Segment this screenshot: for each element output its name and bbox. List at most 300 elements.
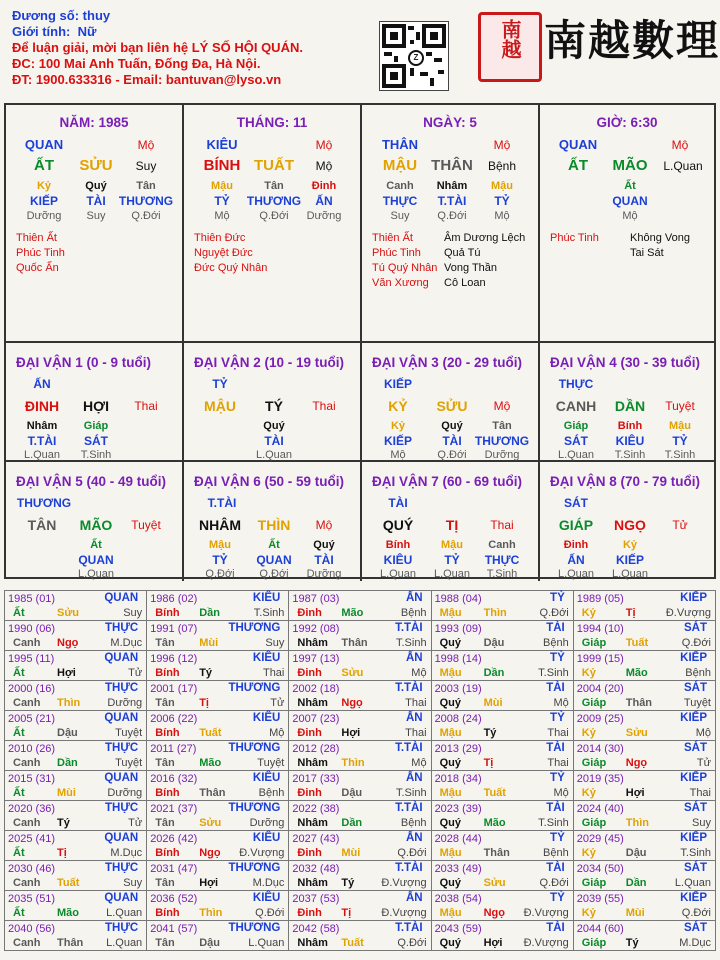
pillar-branch-state: Mộ: [315, 159, 333, 173]
hidden-stem: Giáp: [83, 420, 109, 432]
hidden-stem: Bính: [385, 539, 411, 551]
year-cell-content: [5, 831, 146, 860]
dai-van-cell: [540, 462, 714, 581]
year-ten-god: THƯƠNG: [228, 802, 281, 814]
hidden-ten-god: TỶ: [444, 553, 460, 567]
year-cell-content: [289, 861, 430, 890]
year-branch: Ngọ: [625, 757, 648, 769]
year-ten-god: KIẾP: [680, 772, 707, 784]
dai-van-branch: HỢI: [83, 398, 109, 414]
year-cell: [289, 621, 431, 651]
year-cell: [5, 711, 147, 741]
hidden-state: Q.Đới: [259, 568, 289, 580]
year-cell-content: [147, 591, 288, 620]
year-label: 2034 (50): [576, 863, 624, 875]
year-branch: Tý: [483, 727, 497, 739]
hidden-ten-god: TÀI: [442, 434, 462, 448]
year-stem: Giáp: [581, 937, 607, 949]
hidden-ten-god: TỶ: [494, 194, 510, 208]
star-left: Thiên Ất: [16, 232, 57, 244]
year-label: 2014 (30): [576, 743, 624, 755]
year-ten-god: KIẾP: [680, 712, 707, 724]
year-ten-god: ẤN: [405, 772, 423, 784]
year-branch: Sửu: [625, 727, 648, 739]
year-label: 2027 (43): [292, 833, 340, 845]
year-state: M.Dục: [110, 847, 143, 859]
dai-van-branch: NGỌ: [614, 517, 646, 533]
year-ten-god: ẤN: [405, 832, 423, 844]
hidden-state: Dưỡng: [306, 568, 342, 580]
year-state: Bệnh: [543, 847, 569, 859]
year-label: 2018 (34): [434, 773, 482, 785]
year-label: 2032 (48): [292, 863, 340, 875]
year-ten-god: KIÊU: [252, 592, 281, 604]
year-branch: Ngọ: [483, 907, 505, 919]
year-cell: [147, 861, 289, 891]
hidden-ten-god: KIẾP: [615, 553, 645, 567]
year-label: 2035 (51): [8, 893, 56, 905]
year-state: Q.Đới: [397, 847, 427, 859]
year-ten-god: TÀI: [546, 802, 565, 814]
dai-van-title: ĐẠI VẬN 4 (30 - 39 tuổi): [550, 355, 701, 370]
hidden-state: L.Quan: [433, 568, 471, 580]
year-cell-content: [432, 591, 573, 620]
year-label: 2000 (16): [8, 683, 56, 695]
year-label: 2005 (21): [8, 713, 56, 725]
year-branch: Tý: [199, 667, 213, 679]
year-ten-god: ẤN: [405, 712, 423, 724]
year-stem: Bính: [155, 727, 180, 739]
year-cell-content: [432, 861, 573, 890]
brand-logo: 南越數理: [544, 16, 720, 65]
header-info: [12, 8, 303, 88]
year-cell: [5, 861, 147, 891]
hidden-stem: Tân: [264, 180, 284, 192]
hidden-state: Suy: [86, 210, 106, 222]
year-stem: Canh: [13, 877, 41, 889]
year-stem: Mậu: [439, 847, 462, 859]
year-cell: [431, 891, 573, 921]
year-ten-god: TỶ: [550, 772, 565, 784]
year-state: Tuyệt: [683, 697, 711, 709]
year-cell-content: [289, 801, 430, 830]
year-state: T.Sinh: [253, 607, 285, 619]
year-ten-god: SÁT: [684, 922, 707, 934]
year-ten-god: THỰC: [105, 862, 139, 874]
hidden-stem: Đinh: [563, 539, 589, 551]
year-stem: Đinh: [297, 907, 322, 919]
year-state: Suy: [265, 637, 285, 649]
hidden-state: L.Quan: [255, 449, 293, 461]
year-branch: Hợi: [341, 727, 361, 739]
year-stem: Bính: [155, 847, 180, 859]
hidden-state: L.Quan: [379, 568, 417, 580]
year-cell: [431, 681, 573, 711]
dai-van-ten-god: THƯƠNG: [16, 496, 72, 510]
year-cell-content: [147, 891, 288, 920]
hidden-ten-god: QUAN: [78, 553, 114, 567]
hidden-stem: Giáp: [563, 420, 589, 432]
year-state: Tử: [696, 757, 711, 769]
pillar-cell: [184, 105, 362, 343]
year-cell: [5, 591, 147, 621]
dai-van-cell: [540, 343, 714, 462]
year-cell: [573, 711, 715, 741]
year-label: 1998 (14): [434, 653, 482, 665]
year-label: 1989 (05): [576, 593, 624, 605]
year-branch: Tuất: [341, 937, 364, 949]
year-cell-content: [5, 591, 146, 620]
year-branch: Thân: [625, 697, 653, 709]
hidden-stem: Tân: [492, 420, 512, 432]
pillar-state: Mộ: [493, 138, 511, 152]
year-branch: Ngọ: [199, 847, 221, 859]
year-stem: Nhâm: [297, 637, 328, 649]
year-stem: Kỷ: [581, 607, 596, 619]
year-state: Tuyệt: [257, 757, 285, 769]
year-cell: [289, 741, 431, 771]
dai-van-stem: QUÝ: [382, 517, 414, 533]
year-cell-content: [432, 681, 573, 710]
table-row: [5, 801, 716, 831]
year-stem: Nhâm: [297, 757, 328, 769]
qr-module: [410, 68, 414, 76]
hidden-stem: Ất: [90, 539, 102, 551]
year-state: M.Dục: [110, 637, 143, 649]
year-ten-god: SÁT: [684, 862, 707, 874]
year-state: Thai: [262, 667, 285, 679]
year-stem: Đinh: [297, 727, 322, 739]
year-branch: Tuất: [199, 727, 222, 739]
year-label: 2028 (44): [434, 833, 482, 845]
year-cell: [289, 711, 431, 741]
year-branch: Hợi: [199, 877, 219, 889]
dai-van-stem: ĐINH: [24, 398, 60, 414]
year-branch: Mão: [57, 907, 79, 919]
year-label: 2025 (41): [8, 833, 56, 845]
year-ten-god: T.TÀI: [395, 802, 423, 814]
star-left: Thiên Đức: [194, 232, 246, 244]
dai-van-stem: CANH: [555, 398, 597, 414]
gender-value: Nữ: [77, 24, 97, 39]
hidden-stem: Mậu: [669, 420, 691, 432]
year-ten-god: THỰC: [105, 922, 139, 934]
year-stem: Giáp: [581, 697, 607, 709]
year-branch: Ngọ: [57, 637, 79, 649]
year-cell: [573, 591, 715, 621]
year-stem: Canh: [13, 637, 41, 649]
year-ten-god: T.TÀI: [395, 862, 423, 874]
year-cell: [289, 681, 431, 711]
year-state: Mộ: [269, 727, 285, 739]
year-state: Suy: [123, 607, 143, 619]
year-state: Đ.Vượng: [665, 607, 711, 619]
dai-van-branch: MÃO: [79, 517, 113, 533]
year-stem: Quý: [439, 697, 461, 709]
year-cell-content: [574, 831, 715, 860]
year-branch: Thìn: [341, 757, 365, 769]
year-state: Tử: [270, 697, 285, 709]
dai-van-cell: [6, 343, 184, 462]
year-branch: Thìn: [625, 817, 649, 829]
year-cell: [573, 831, 715, 861]
year-label: 2007 (23): [292, 713, 340, 725]
year-cell-content: [289, 831, 430, 860]
year-label: 1992 (08): [292, 623, 340, 635]
phone-line: ĐT: 1900.633316 - Email: bantuvan@lyso.vn: [12, 72, 282, 87]
year-state: T.Sinh: [395, 637, 427, 649]
year-state: Thai: [405, 727, 427, 739]
dai-van-ten-god: THỰC: [558, 377, 594, 391]
dai-van-ten-god: TỶ: [212, 377, 228, 391]
year-branch: Tị: [199, 697, 209, 709]
year-ten-god: THƯƠNG: [228, 862, 281, 874]
year-state: Bệnh: [258, 787, 285, 799]
chart-grid: [4, 103, 716, 579]
hidden-state: Q.Đới: [259, 210, 289, 222]
star-left: Phúc Tinh: [550, 232, 599, 244]
year-cell: [573, 771, 715, 801]
year-cell: [573, 861, 715, 891]
year-stem: Tân: [155, 937, 175, 949]
year-cell: [147, 771, 289, 801]
year-ten-god: KIÊU: [252, 832, 281, 844]
year-ten-god: T.TÀI: [395, 922, 423, 934]
year-label: 2006 (22): [150, 713, 198, 725]
year-ten-god: THƯƠNG: [228, 622, 281, 634]
year-cell: [573, 921, 715, 951]
dai-van-state: Tuyệt: [131, 518, 161, 532]
year-label: 1985 (01): [8, 593, 56, 605]
year-stem: Ất: [13, 847, 25, 859]
year-branch: Thân: [483, 847, 510, 859]
year-cell-content: [147, 831, 288, 860]
year-cell-content: [289, 621, 430, 650]
year-stem: Đinh: [297, 607, 322, 619]
year-label: 1991 (07): [150, 623, 198, 635]
year-label: 1999 (15): [576, 653, 624, 665]
year-ten-god: T.TÀI: [395, 682, 423, 694]
year-cell-content: [289, 741, 430, 770]
year-cell-content: [574, 591, 715, 620]
hidden-stem: Tân: [136, 180, 156, 192]
year-cell-content: [574, 801, 715, 830]
hidden-state: Dưỡng: [306, 210, 342, 222]
year-cell: [147, 831, 289, 861]
hidden-ten-god: QUAN: [256, 553, 292, 567]
year-branch: Dậu: [625, 847, 647, 859]
year-ten-god: KIÊU: [252, 892, 281, 904]
hidden-ten-god: KIÊU: [383, 553, 413, 567]
owner-label: Đương số:: [12, 8, 80, 23]
year-branch: Thân: [199, 787, 226, 799]
hidden-stem: Mậu: [441, 539, 463, 551]
year-stem: Canh: [13, 697, 41, 709]
year-cell: [431, 741, 573, 771]
star-left: Phúc Tinh: [372, 247, 421, 259]
year-cell-content: [432, 741, 573, 770]
year-ten-god: TÀI: [546, 682, 565, 694]
year-stem: Giáp: [581, 817, 607, 829]
hidden-state: Q.Đới: [205, 568, 235, 580]
year-cell-content: [147, 861, 288, 890]
year-ten-god: THỰC: [105, 622, 139, 634]
year-cell: [147, 591, 289, 621]
year-cell: [5, 831, 147, 861]
year-state: Q.Đới: [397, 937, 427, 949]
pillar-state: Mộ: [137, 138, 155, 152]
dai-van-state: Thai: [490, 518, 514, 532]
dai-van-state: Mộ: [493, 399, 511, 413]
year-ten-god: TÀI: [546, 862, 565, 874]
qr-finder: [422, 24, 446, 48]
year-branch: Hợi: [483, 937, 503, 949]
year-state: Tuyệt: [115, 727, 143, 739]
pillar-title: THÁNG: 11: [236, 115, 308, 130]
year-cell: [431, 831, 573, 861]
year-branch: Dậu: [199, 937, 220, 949]
table-row: [5, 681, 716, 711]
year-label: 2016 (32): [150, 773, 198, 785]
dai-van-branch: DẦN: [614, 398, 646, 414]
year-stem: Nhâm: [297, 817, 328, 829]
star-right: Âm Dương Lệch: [444, 232, 526, 244]
year-cell: [5, 651, 147, 681]
qr-module: [394, 56, 398, 62]
pillar-ten-god: KIÊU: [206, 137, 238, 152]
year-state: Q.Đới: [539, 607, 569, 619]
hidden-state: Mộ: [494, 210, 510, 222]
year-stem: Tân: [155, 697, 175, 709]
year-label: 2004 (20): [576, 683, 624, 695]
year-stem: Mậu: [439, 667, 462, 679]
hidden-state: T.Sinh: [664, 449, 696, 461]
pillar-branch: MÃO: [612, 157, 648, 174]
year-branch: Mão: [483, 817, 506, 829]
hidden-ten-god: KIẾP: [383, 434, 413, 448]
year-ten-god: THỰC: [105, 802, 139, 814]
dai-van-ten-god: ẤN: [33, 377, 51, 391]
year-cell: [147, 681, 289, 711]
year-state: Tử: [128, 667, 143, 679]
year-branch: Tuất: [625, 637, 649, 649]
year-state: Thai: [405, 697, 427, 709]
year-cell-content: [147, 921, 288, 950]
year-cell-content: [574, 921, 715, 950]
year-label: 2043 (59): [434, 923, 482, 935]
year-cell-content: [5, 741, 146, 770]
year-cell: [5, 921, 147, 951]
dai-van-stem: KỶ: [388, 398, 408, 414]
hidden-ten-god: ẤN: [567, 553, 585, 567]
star-left: Quốc Ấn: [16, 262, 59, 274]
year-label: 2015 (31): [8, 773, 56, 785]
year-cell: [147, 711, 289, 741]
year-cell: [5, 891, 147, 921]
year-branch: Tuất: [483, 787, 506, 799]
year-branch: Thìn: [483, 607, 507, 619]
pillar-cell: [6, 105, 184, 343]
dai-van-title: ĐẠI VẬN 6 (50 - 59 tuổi): [194, 474, 345, 489]
year-branch: Dậu: [483, 637, 505, 649]
hidden-state: T.Sinh: [614, 449, 646, 461]
year-stem: Kỷ: [581, 907, 596, 919]
year-cell: [5, 681, 147, 711]
year-label: 2024 (40): [576, 803, 624, 815]
pillar-ten-god: THÂN: [381, 137, 419, 152]
hidden-ten-god: THỰC: [382, 194, 418, 208]
year-cell: [147, 651, 289, 681]
dai-van-title: ĐẠI VẬN 2 (10 - 19 tuổi): [194, 355, 345, 370]
year-cell-content: [147, 681, 288, 710]
year-ten-god: TÀI: [546, 622, 565, 634]
year-state: Q.Đới: [681, 907, 711, 919]
star-left: Đức Quý Nhân: [194, 262, 268, 274]
year-branch: Mùi: [483, 697, 503, 709]
dai-van-cell: [362, 343, 540, 462]
table-row: [5, 891, 716, 921]
hidden-state: Q.Đới: [131, 210, 161, 222]
year-ten-god: THƯƠNG: [228, 682, 281, 694]
year-branch: Dần: [483, 667, 505, 679]
year-label: 2011 (27): [150, 743, 197, 755]
dai-van-cell: [184, 343, 362, 462]
star-right: Vong Thần: [444, 262, 498, 274]
hidden-state: L.Quan: [557, 449, 595, 461]
hidden-stem: Nhâm: [26, 420, 58, 432]
year-stem: Kỷ: [581, 847, 596, 859]
year-cell-content: [5, 861, 146, 890]
year-cell: [289, 801, 431, 831]
year-cell: [289, 891, 431, 921]
year-cell-content: [147, 651, 288, 680]
dai-van-stem: MẬU: [204, 398, 236, 414]
dai-van-stem: GIÁP: [558, 517, 594, 533]
year-label: 2030 (46): [8, 863, 56, 875]
qr-module: [426, 52, 432, 56]
year-branch: Mùi: [57, 787, 76, 799]
year-state: Mộ: [411, 757, 427, 769]
hidden-ten-god: KIÊU: [615, 434, 645, 448]
year-stem: Ất: [13, 667, 25, 679]
year-label: 2013 (29): [434, 743, 482, 755]
year-ten-god: QUAN: [104, 892, 139, 904]
year-label: 1987 (03): [292, 593, 340, 605]
year-cell: [289, 921, 431, 951]
pillar-stem: ẤT: [34, 157, 54, 174]
year-label: 2009 (25): [576, 713, 624, 725]
year-stem: Quý: [439, 877, 461, 889]
year-cell: [431, 861, 573, 891]
year-cell: [573, 681, 715, 711]
year-cell-content: [574, 621, 715, 650]
year-cell-content: [432, 621, 573, 650]
dai-van-stem: NHÂM: [199, 517, 241, 533]
year-cell-content: [5, 711, 146, 740]
dai-van-state: Mộ: [315, 518, 333, 532]
year-label: 2008 (24): [434, 713, 482, 725]
year-cell-content: [289, 681, 430, 710]
pillar-title: NGÀY: 5: [423, 115, 477, 130]
year-label: 1997 (13): [292, 653, 340, 665]
year-stem: Kỷ: [581, 787, 596, 799]
year-cell-content: [574, 891, 715, 920]
hidden-stem: Quý: [441, 420, 463, 432]
year-branch: Mùi: [625, 907, 645, 919]
year-branch: Dậu: [341, 787, 363, 799]
hidden-stem: Ất: [268, 539, 280, 551]
pillar-branch: SỬU: [79, 157, 113, 174]
